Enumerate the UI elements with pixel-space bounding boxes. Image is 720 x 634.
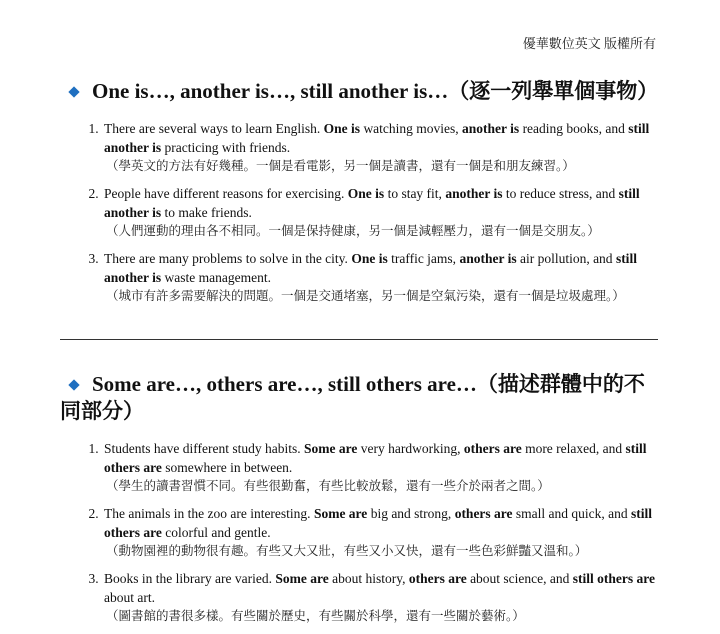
example-english — [104, 251, 637, 285]
sentence-text: There are several ways to learn English. — [104, 121, 324, 136]
copyright-notice: 優華數位英文 版權所有 — [522, 36, 656, 51]
sentence-text: somewhere in between. — [161, 460, 293, 475]
sentence-text: reading books, and — [519, 121, 629, 136]
key-phrase: Some are — [303, 441, 358, 456]
section-heading-text: Some are…, others are…, still others are…（描述群體中的不同部分） — [60, 372, 645, 423]
key-phrase: others are — [454, 506, 513, 521]
sentence-text: very hardworking, — [357, 441, 464, 456]
key-phrase: others are — [463, 441, 522, 456]
section-divider — [60, 339, 658, 340]
example-chinese: （動物園裡的動物很有趣。有些又大又壯，有些又小又快，還有一些色彩鮮豔又溫和。） — [106, 544, 588, 558]
sentence-text: practicing with friends. — [161, 140, 291, 155]
key-phrase: still another is — [104, 186, 640, 220]
sentence-text: about science, and — [466, 571, 573, 586]
example-item — [102, 184, 660, 240]
key-phrase: One is — [347, 186, 385, 201]
section-heading-text: One is…, another is…, still another is…（逐一列舉單個事物） — [92, 79, 659, 103]
key-phrase: Some are — [313, 506, 368, 521]
key-phrase: others are — [408, 571, 467, 586]
diamond-bullet-icon — [68, 379, 79, 390]
sentence-text: to stay fit, — [384, 186, 446, 201]
sentence-text: colorful and gentle. — [161, 525, 271, 540]
sentence-text: traffic jams, — [387, 251, 460, 266]
example-english — [104, 571, 655, 605]
key-phrase: still another is — [104, 121, 650, 155]
key-phrase: still another is — [104, 251, 637, 285]
key-phrase: Some are — [275, 571, 329, 586]
key-phrase: One is — [323, 121, 361, 136]
key-phrase: another is — [445, 186, 503, 201]
sentence-text: to reduce stress, and — [502, 186, 619, 201]
sentence-text: There are many problems to solve in the city. — [104, 251, 352, 266]
example-chinese: （學生的讀書習慣不同。有些很勤奮，有些比較放鬆，還有一些介於兩者之間。） — [106, 479, 550, 493]
example-item — [102, 439, 660, 495]
key-phrase: One is — [351, 251, 388, 266]
example-item — [102, 569, 660, 625]
example-english — [104, 506, 652, 540]
key-phrase: still others are — [104, 506, 653, 540]
example-english — [104, 441, 647, 475]
key-phrase: still others are — [104, 441, 647, 475]
sentence-text: The animals in the zoo are interesting. — [104, 506, 314, 521]
sentence-text: air pollution, and — [516, 251, 616, 266]
sentence-text: small and quick, and — [512, 506, 632, 521]
sentence-text: big and strong, — [367, 506, 455, 521]
section-heading — [60, 78, 660, 105]
sentence-text: waste management. — [161, 270, 271, 285]
example-list — [60, 439, 660, 625]
example-list — [60, 119, 660, 305]
example-english — [104, 186, 640, 220]
example-item — [102, 504, 660, 560]
sentence-text: People have different reasons for exercising. — [104, 186, 348, 201]
sentence-text: to make friends. — [161, 205, 252, 220]
example-english — [104, 121, 649, 155]
key-phrase: another is — [462, 121, 520, 136]
example-chinese: （圖書館的書很多樣。有些關於歷史，有些關於科學，還有一些關於藝術。） — [106, 609, 525, 623]
section-some-are — [60, 371, 660, 634]
sentence-text: Books in the library are varied. — [104, 571, 276, 586]
diamond-bullet-icon — [68, 86, 79, 97]
example-chinese: （城市有許多需要解決的問題。一個是交通堵塞，另一個是空氣污染，還有一個是垃圾處理。） — [106, 289, 625, 303]
example-item — [102, 249, 660, 305]
key-phrase: still others are — [572, 571, 656, 586]
example-item — [102, 119, 660, 175]
sentence-text: about art. — [104, 590, 155, 605]
section-one-is — [60, 78, 660, 314]
section-heading — [60, 371, 660, 425]
example-chinese: （人們運動的理由各不相同。一個是保持健康，另一個是減輕壓力，還有一個是交朋友。） — [106, 224, 600, 238]
sentence-text: about history, — [328, 571, 409, 586]
example-chinese: （學英文的方法有好幾種。一個是看電影，另一個是讀書，還有一個是和朋友練習。） — [106, 159, 575, 173]
sentence-text: more relaxed, and — [521, 441, 626, 456]
sentence-text: watching movies, — [360, 121, 463, 136]
key-phrase: another is — [459, 251, 517, 266]
sentence-text: Students have different study habits. — [104, 441, 304, 456]
